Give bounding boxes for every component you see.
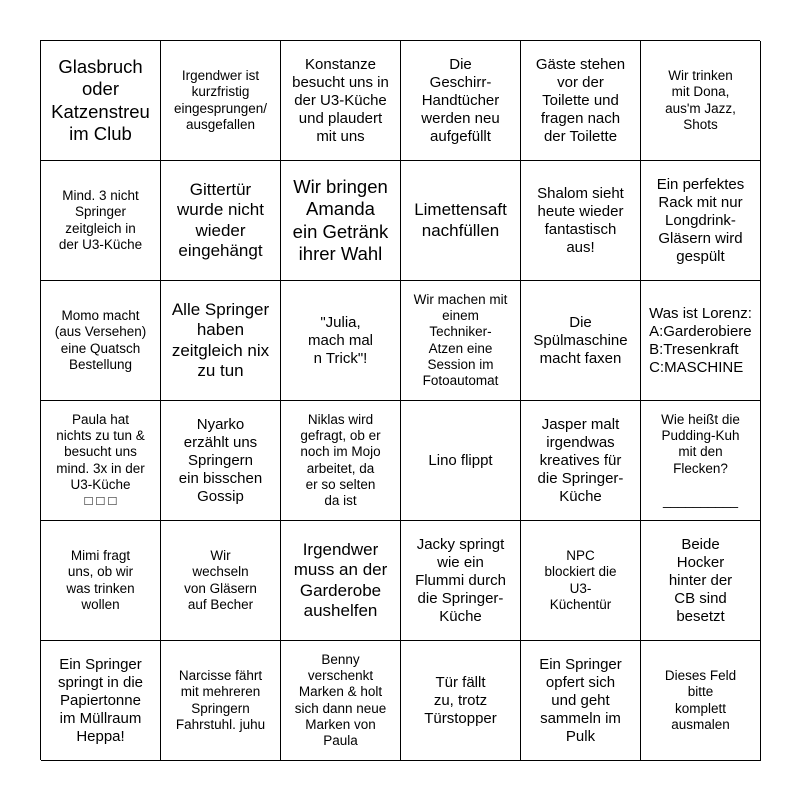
bingo-cell-text: Wir bringen Amanda ein Getränk ihrer Wahl [292,176,389,264]
bingo-cell-text: Lino flippt [428,451,493,469]
bingo-cell-text: Gittertür wurde nicht wieder eingehängt [177,179,264,260]
bingo-cell[interactable] [641,281,761,401]
bingo-cell-text: Limettensaft nachfüllen [414,200,507,240]
bingo-cell[interactable] [161,281,281,401]
bingo-cell[interactable] [281,281,401,401]
bingo-cell-text: Shalom sieht heute wieder fantastisch aus! [537,184,624,256]
bingo-cell-text: Wir trinken mit Dona, aus'm Jazz, Shots [665,68,736,132]
bingo-cell-text: Benny verschenkt Marken & holt sich dann neue Marken von Paula [294,651,387,748]
bingo-cell[interactable] [401,161,521,281]
bingo-cell[interactable] [521,161,641,281]
bingo-cell-text: Mimi fragt uns, ob wir was trinken wollen [66,548,135,612]
bingo-cell[interactable] [161,41,281,161]
bingo-cell-text: Irgendwer muss an der Garderobe aushelfen [293,539,388,620]
bingo-cell[interactable] [41,401,161,521]
bingo-cell-text: Mind. 3 nicht Springer zeitgleich in der U3-Küche [58,188,143,252]
bingo-cell[interactable] [401,401,521,521]
bingo-board [40,40,760,760]
bingo-cell-text: Beide Hocker hinter der CB sind besetzt [668,535,733,625]
bingo-cell-text: Niklas wird gefragt, ob er noch im Mojo arbeitet, da er so selten da ist [300,411,381,508]
bingo-cell-text: Ein perfektes Rack mit nur Longdrink- Gläsern wird gespült [656,175,745,265]
bingo-cell-text: Jasper malt irgendwas kreatives für die Springer- Küche [537,415,624,505]
bingo-cell[interactable] [401,521,521,641]
bingo-cell[interactable] [41,41,161,161]
bingo-cell[interactable] [281,161,401,281]
bingo-cell[interactable] [641,521,761,641]
bingo-cell-text: Die Geschirr- Handtücher werden neu aufgefüllt [421,55,500,145]
bingo-cell-text: Momo macht (aus Versehen) eine Quatsch Bestellung [54,308,147,372]
bingo-cell[interactable] [521,521,641,641]
bingo-cell-text: Narcisse fährt mit mehreren Springern Fahrstuhl. juhu [175,668,266,732]
bingo-cell-text: NPC blockiert die U3- Küchentür [544,548,617,612]
bingo-cell-text: Konstanze besucht uns in der U3-Küche und plaudert mit uns [292,55,389,145]
bingo-cell[interactable] [281,401,401,521]
bingo-cell-text: Wir machen mit einem Techniker- Atzen eine Session im Fotoautomat [413,291,508,388]
bingo-cell[interactable] [161,401,281,521]
bingo-cell-text: Glasbruch oder Katzenstreu im Club [51,56,150,144]
bingo-cell-text: Dieses Feld bitte komplett ausmalen [664,668,737,732]
bingo-cell[interactable] [641,161,761,281]
bingo-cell[interactable] [641,401,761,521]
bingo-cell-text: "Julia, mach mal n Trick"! [307,313,374,367]
bingo-cell-text: Was ist Lorenz: A:Garderobiere B:Tresenkraft C:MASCHINE [649,304,752,376]
bingo-cell-text: Ein Springer springt in die Papiertonne im Müllraum Heppa! [57,655,144,745]
bingo-cell[interactable] [401,641,521,761]
bingo-cell[interactable] [641,641,761,761]
bingo-cell-text: Gäste stehen vor der Toilette und fragen nach der Toilette [535,55,626,145]
bingo-cell[interactable] [281,641,401,761]
bingo-cell-text: Tür fällt zu, trotz Türstopper [424,673,497,727]
bingo-cell[interactable] [161,521,281,641]
bingo-cell[interactable] [281,41,401,161]
bingo-cell[interactable] [521,401,641,521]
bingo-cell-text: Die Spülmaschine macht faxen [533,313,628,367]
bingo-cell-text: Wir wechseln von Gläsern auf Becher [184,548,257,612]
bingo-cell-text: Jacky springt wie ein Flummi durch die Springer- Küche [415,535,506,625]
bingo-cell-text: Irgendwer ist kurzfristig eingesprungen/ ausgefallen [173,68,268,132]
bingo-cell[interactable] [41,281,161,401]
bingo-cell[interactable] [521,641,641,761]
bingo-cell[interactable] [161,641,281,761]
bingo-cell[interactable] [521,41,641,161]
bingo-cell[interactable] [401,281,521,401]
bingo-cell-text: Wie heißt die Pudding-Kuh mit den Flecken? __________ [661,411,740,508]
bingo-cell-text: Alle Springer haben zeitgleich nix zu tun [171,299,270,380]
bingo-cell[interactable] [41,161,161,281]
bingo-cell-text: Nyarko erzählt uns Springern ein bisschen Gossip [178,415,263,505]
bingo-cell-text: Ein Springer opfert sich und geht sammeln im Pulk [539,655,622,745]
bingo-cell[interactable] [41,521,161,641]
bingo-cell[interactable] [641,41,761,161]
bingo-cell[interactable] [161,161,281,281]
bingo-cell-text: Paula hat nichts zu tun & besucht uns mind. 3x in der U3-Küche □ □ □ [56,411,145,508]
bingo-cell[interactable] [521,281,641,401]
bingo-cell[interactable] [41,641,161,761]
bingo-cell[interactable] [401,41,521,161]
bingo-cell[interactable] [281,521,401,641]
